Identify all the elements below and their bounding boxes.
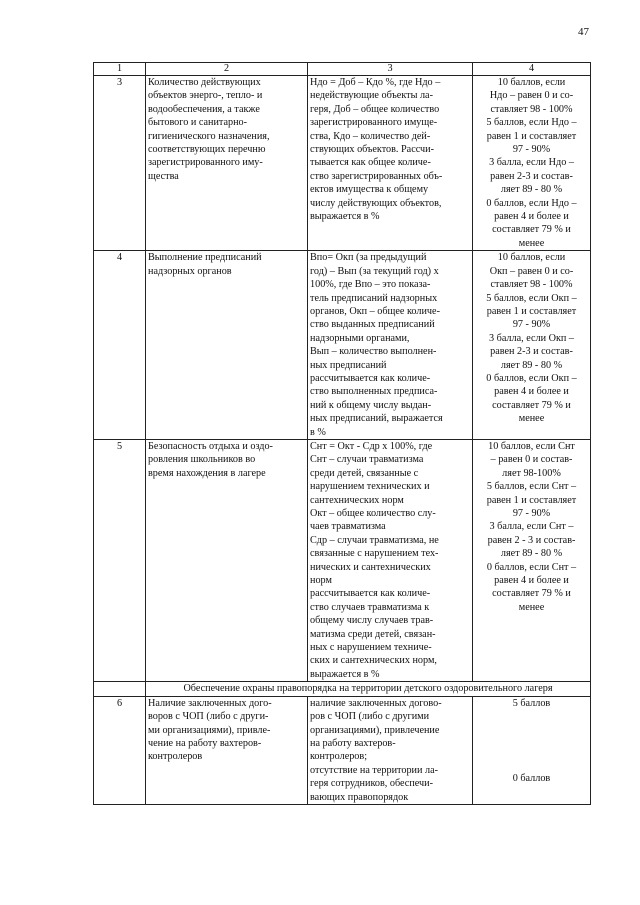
cell-line: ляет 89 - 80 %	[500, 548, 563, 560]
cell-line: ставляет 98 - 100%	[490, 279, 573, 291]
cell-line: равен 2-3 и состав-	[490, 346, 573, 358]
cell-line: Снт – случаи травматизма	[310, 454, 424, 466]
criterion-name-cell	[146, 251, 308, 440]
cell-line: нарушением технических и	[310, 481, 430, 493]
cell-line: ровления школьников во	[148, 454, 256, 466]
cell-line: рассчитывается как количе-	[310, 372, 431, 384]
cell-line: равен 2-3 и состав-	[490, 170, 573, 182]
table-row-6	[94, 696, 591, 804]
cell-line: 100%, где Впо – это показа-	[310, 279, 431, 291]
cell-line: норм	[310, 575, 332, 587]
cell-line: Ндо = Доб – Кдо %, где Ндо –	[310, 77, 441, 88]
row-number: 5	[94, 439, 146, 681]
cell-line: равен 4 и более и	[494, 575, 569, 587]
score-absent: 0 баллов	[512, 773, 551, 785]
cell-line: ства, Кдо – количество дей-	[310, 130, 431, 142]
cell-line: чаев травматизма	[310, 521, 386, 533]
cell-line: Ндо – равен 0 и со-	[489, 90, 574, 102]
cell-line: Вып – количество выполнен-	[310, 346, 437, 358]
cell-line: контролеров	[148, 751, 203, 763]
score-cell	[473, 76, 591, 251]
cell-line: выражается в %	[310, 668, 380, 680]
criterion-name-cell	[146, 439, 308, 681]
score-cell	[473, 439, 591, 681]
section-title: Обеспечение охраны правопорядка на территории детского оздоровительного лагеря	[146, 682, 591, 696]
cell-line: Выполнение предписаний	[148, 252, 262, 264]
cell-line: тель предписаний надзорных	[310, 292, 438, 304]
cell-line: щества	[148, 170, 179, 182]
cell-line: время нахождения в лагере	[148, 467, 266, 479]
score-spacer	[475, 710, 588, 772]
cell-line: Впо= Окп (за предыдущий	[310, 252, 427, 264]
cell-line: год) – Вып (за текущий год) х	[310, 265, 439, 277]
cell-line: равен 1 и составляет	[486, 494, 577, 506]
cell-line: гигиенического назначения,	[148, 130, 270, 142]
formula-cell	[308, 251, 473, 440]
cell-line: ставляет 98 - 100%	[490, 103, 573, 115]
row-number: 4	[94, 251, 146, 440]
header-col-2: 2	[146, 63, 308, 76]
cell-line: числу действующих объектов,	[310, 197, 442, 209]
cell-line: тывается как общее количе-	[310, 157, 431, 169]
cell-line: 5 баллов, если Ндо –	[486, 117, 577, 129]
row6-formula	[310, 697, 470, 804]
cell-line: геря, Доб – общее количество	[310, 103, 440, 115]
formula-cell	[308, 696, 473, 804]
cell-line: зарегистрированного имуще-	[310, 117, 438, 129]
cell-line: – равен 0 и состав-	[490, 454, 573, 466]
cell-line: отсутствие на территории ла-	[310, 764, 438, 776]
cell-line: ство зарегистрированных объ-	[310, 170, 443, 182]
formula-cell	[308, 439, 473, 681]
cell-line: 3 балла, если Окп –	[489, 332, 574, 344]
cell-line: ляет 98-100%	[502, 467, 561, 479]
cell-line: составляет 79 % и	[492, 399, 571, 411]
cell-line: водообеспечения, а также	[148, 103, 260, 115]
cell-line: Сдр – случаи травматизма, не	[310, 534, 439, 546]
cell-line: ных с нарушением техниче-	[310, 642, 432, 654]
cell-line: равен 1 и составляет	[486, 130, 577, 142]
cell-line: ство выданных предписаний	[310, 319, 435, 331]
cell-line: соответствующих перечню	[148, 144, 266, 156]
cell-line: ство выполненных предписа-	[310, 386, 438, 398]
table-row	[94, 251, 591, 440]
cell-line: организациями), привлечение	[310, 724, 440, 736]
section-number-cell	[94, 682, 146, 696]
cell-line: ми организациями), привле-	[148, 724, 271, 736]
cell-line: бытового и санитарно-	[148, 117, 248, 129]
cell-line: органов, Окп – общее количе-	[310, 305, 440, 317]
cell-line: ров с ЧОП (либо с другими	[310, 711, 430, 723]
cell-line: на работу вахтеров-	[310, 737, 396, 749]
criterion-name-cell	[146, 696, 308, 804]
cell-line: менее	[518, 237, 545, 249]
page-number: 47	[578, 26, 589, 38]
cell-line: общему числу случаев трав-	[310, 615, 434, 627]
cell-line: недействующие объекты ла-	[310, 90, 433, 102]
cell-line: 0 баллов, если Снт –	[486, 561, 577, 573]
cell-line: матизма среди детей, связан-	[310, 628, 436, 640]
cell-line: 3 балла, если Снт –	[489, 521, 574, 533]
score-present: 5 баллов	[512, 697, 551, 709]
cell-line: ство случаев травматизма к	[310, 601, 430, 613]
cell-line: надзорными органами,	[310, 332, 410, 344]
cell-line: среди детей, связанные с	[310, 467, 419, 479]
table-header-row	[94, 63, 591, 76]
cell-line: ляет 89 - 80 %	[500, 184, 563, 196]
cell-line: вающих правопорядок	[310, 791, 409, 803]
table-row	[94, 76, 591, 251]
cell-line: Наличие заключенных дого-	[148, 697, 272, 709]
cell-line: менее	[518, 413, 545, 425]
cell-line: 3 балла, если Ндо –	[489, 157, 574, 169]
cell-line: Окп – равен 0 и со-	[489, 265, 574, 277]
cell-line: Количество действующих	[148, 77, 261, 88]
cell-line: контролеров;	[310, 751, 368, 763]
cell-line: ских и сантехнических норм,	[310, 655, 437, 667]
cell-line: 10 баллов, если Снт	[488, 440, 575, 452]
cell-line: объектов энерго-, тепло- и	[148, 90, 263, 102]
header-col-3: 3	[308, 63, 473, 76]
cell-line: наличие заключенных догово-	[310, 697, 442, 709]
cell-line: ляет 89 - 80 %	[500, 359, 563, 371]
row-number: 6	[94, 696, 146, 804]
cell-line: в %	[310, 426, 326, 438]
cell-line: 97 - 90%	[512, 144, 551, 156]
cell-line: ний к общему числу выдан-	[310, 399, 432, 411]
cell-line: 10 баллов, если	[497, 252, 566, 264]
cell-line: ных предписаний, выражается	[310, 413, 443, 425]
cell-line: 5 баллов, если Снт –	[486, 481, 577, 493]
cell-line: составляет 79 % и	[492, 224, 571, 236]
score-cell	[473, 251, 591, 440]
cell-line: 97 - 90%	[512, 319, 551, 331]
section-row	[94, 682, 591, 696]
cell-line: 97 - 90%	[512, 508, 551, 519]
cell-line: равен 2 - 3 и состав-	[487, 534, 576, 546]
cell-line: Окт – общее количество слу-	[310, 508, 436, 519]
cell-line: выражается в %	[310, 211, 380, 223]
cell-line: зарегистрированного иму-	[148, 157, 263, 169]
cell-line: 0 баллов, если Окп –	[486, 372, 577, 384]
cell-line: сантехнических норм	[310, 494, 404, 506]
cell-line: равен 1 и составляет	[486, 305, 577, 317]
formula-cell	[308, 76, 473, 251]
cell-line: чение на работу вахтеров-	[148, 737, 262, 749]
row-number: 3	[94, 76, 146, 251]
cell-line: ных предписаний	[310, 359, 387, 371]
cell-line: Снт = Окт - Сдр х 100%, где	[310, 440, 433, 452]
cell-line: 0 баллов, если Ндо –	[486, 197, 577, 209]
header-col-4: 4	[473, 63, 591, 76]
criterion-name-cell	[146, 76, 308, 251]
cell-line: 10 баллов, если	[497, 77, 566, 88]
cell-line: составляет 79 % и	[492, 588, 571, 600]
cell-line: 5 баллов, если Окп –	[486, 292, 577, 304]
cell-line: связанные с нарушением тех-	[310, 548, 439, 560]
table-row	[94, 439, 591, 681]
header-col-1: 1	[94, 63, 146, 76]
cell-line: воров с ЧОП (либо с други-	[148, 711, 269, 723]
cell-line: надзорных органов	[148, 265, 232, 277]
cell-line: рассчитывается как количе-	[310, 588, 431, 600]
cell-line: ствующих объектов. Рассчи-	[310, 144, 435, 156]
cell-line: нических и сантехнических	[310, 561, 431, 573]
cell-line: равен 4 и более и	[494, 211, 569, 223]
row6-name	[148, 697, 305, 764]
cell-line: равен 4 и более и	[494, 386, 569, 398]
score-cell	[473, 696, 591, 804]
cell-line: геря сотрудников, обеспечи-	[310, 778, 434, 790]
criteria-table	[93, 62, 591, 805]
cell-line: Безопасность отдыха и оздо-	[148, 440, 273, 452]
cell-line: ектов имущества к общему	[310, 184, 429, 196]
cell-line: менее	[518, 601, 545, 613]
